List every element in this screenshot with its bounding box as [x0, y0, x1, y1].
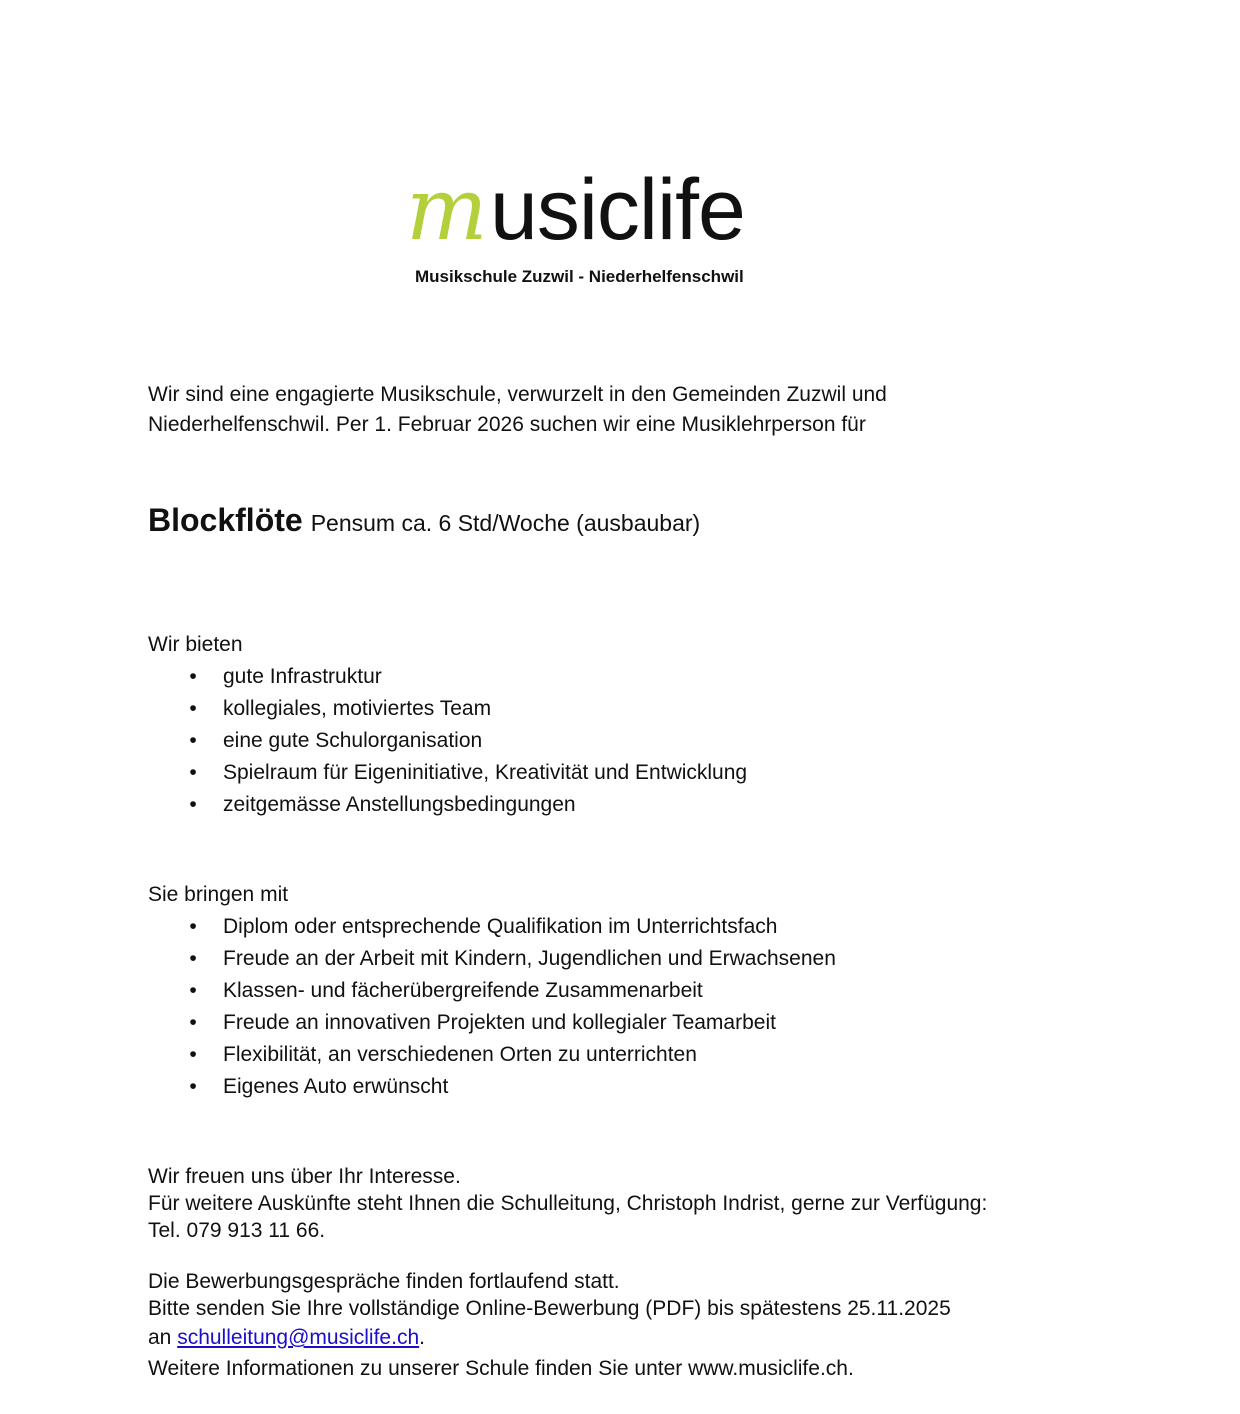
list-item [148, 1071, 1108, 1103]
list-item [148, 1039, 1108, 1071]
bullet-icon: • [189, 1043, 197, 1066]
requirements-list [148, 911, 1108, 1103]
requirements-section [148, 879, 1108, 1103]
list-item-text: Freude an der Arbeit mit Kindern, Jugendlichen und Erwachsenen [223, 947, 836, 970]
email-link[interactable]: schulleitung@musiclife.ch [177, 1326, 420, 1349]
list-item-text: Flexibilität, an verschiedenen Orten zu unterrichten [223, 1043, 697, 1066]
list-item [148, 789, 1108, 821]
logo-wordmark: usiclife [490, 162, 745, 258]
pensum-text: Pensum ca. 6 Std/Woche (ausbaubar) [310, 510, 701, 536]
list-item-text: eine gute Schulorganisation [223, 729, 483, 752]
application-line-1: Die Bewerbungsgespräche finden fortlaufend statt. [148, 1270, 620, 1293]
offer-title: Wir bieten [148, 633, 243, 656]
closing-line-1: Wir freuen uns über Ihr Interesse. [148, 1165, 461, 1188]
list-item-text: Freude an innovativen Projekten und kollegialer Teamarbeit [223, 1011, 776, 1034]
bullet-icon: • [189, 979, 197, 1002]
list-item-text: Klassen- und fächerübergreifende Zusammenarbeit [223, 979, 703, 1002]
offer-list [148, 661, 1108, 821]
school-tagline: Musikschule Zuzwil - Niederhelfenschwil [415, 267, 744, 286]
bullet-icon: • [189, 761, 197, 784]
list-item [148, 757, 1108, 789]
position-headline [148, 502, 700, 539]
phone-line: Tel. 079 913 11 66. [148, 1219, 326, 1242]
intro-line-2: Niederhelfenschwil. Per 1. Februar 2026 suchen wir eine Musiklehrperson für [148, 413, 866, 436]
closing-line-2: Für weitere Auskünfte steht Ihnen die Schulleitung, Christoph Indrist, gerne zur Verfügung: [148, 1192, 988, 1215]
application-email-line [148, 1322, 1148, 1353]
list-item [148, 911, 1108, 943]
list-item-text: Diplom oder entsprechende Qualifikation im Unterrichtsfach [223, 915, 778, 938]
bullet-icon: • [189, 729, 197, 752]
list-item-text: Spielraum für Eigeninitiative, Kreativität und Entwicklung [223, 761, 748, 784]
bullet-icon: • [189, 915, 197, 938]
bullet-icon: • [189, 947, 197, 970]
list-item [148, 693, 1108, 725]
list-item-text: kollegiales, motiviertes Team [223, 697, 492, 720]
application-line-2: Bitte senden Sie Ihre vollständige Online-Bewerbung (PDF) bis spätestens 25.11.2025 [148, 1297, 951, 1320]
application-paragraph [148, 1268, 1148, 1384]
bullet-icon: • [189, 1011, 197, 1034]
list-item-text: gute Infrastruktur [223, 665, 382, 688]
intro-line-1: Wir sind eine engagierte Musikschule, verwurzelt in den Gemeinden Zuzwil und [148, 383, 887, 406]
intro-paragraph [148, 380, 1048, 440]
closing-paragraph [148, 1163, 1148, 1244]
list-item [148, 725, 1108, 757]
list-item [148, 975, 1108, 1007]
email-suffix: . [419, 1326, 425, 1349]
list-item [148, 943, 1108, 975]
list-item-text: Eigenes Auto erwünscht [223, 1075, 449, 1098]
logo-letter-m: m [406, 160, 486, 260]
offer-section [148, 629, 1108, 821]
website-line: Weitere Informationen zu unserer Schule finden Sie unter www.musiclife.ch. [148, 1357, 854, 1380]
list-item [148, 1007, 1108, 1039]
instrument-title: Blockflöte [148, 502, 303, 538]
list-item [148, 661, 1108, 693]
musiclife-logo [404, 160, 804, 260]
bullet-icon: • [189, 793, 197, 816]
bullet-icon: • [189, 665, 197, 688]
bullet-icon: • [189, 697, 197, 720]
requirements-title: Sie bringen mit [148, 883, 289, 906]
list-item-text: zeitgemässe Anstellungsbedingungen [223, 793, 576, 816]
email-prefix: an [148, 1326, 178, 1349]
bullet-icon: • [189, 1075, 197, 1098]
